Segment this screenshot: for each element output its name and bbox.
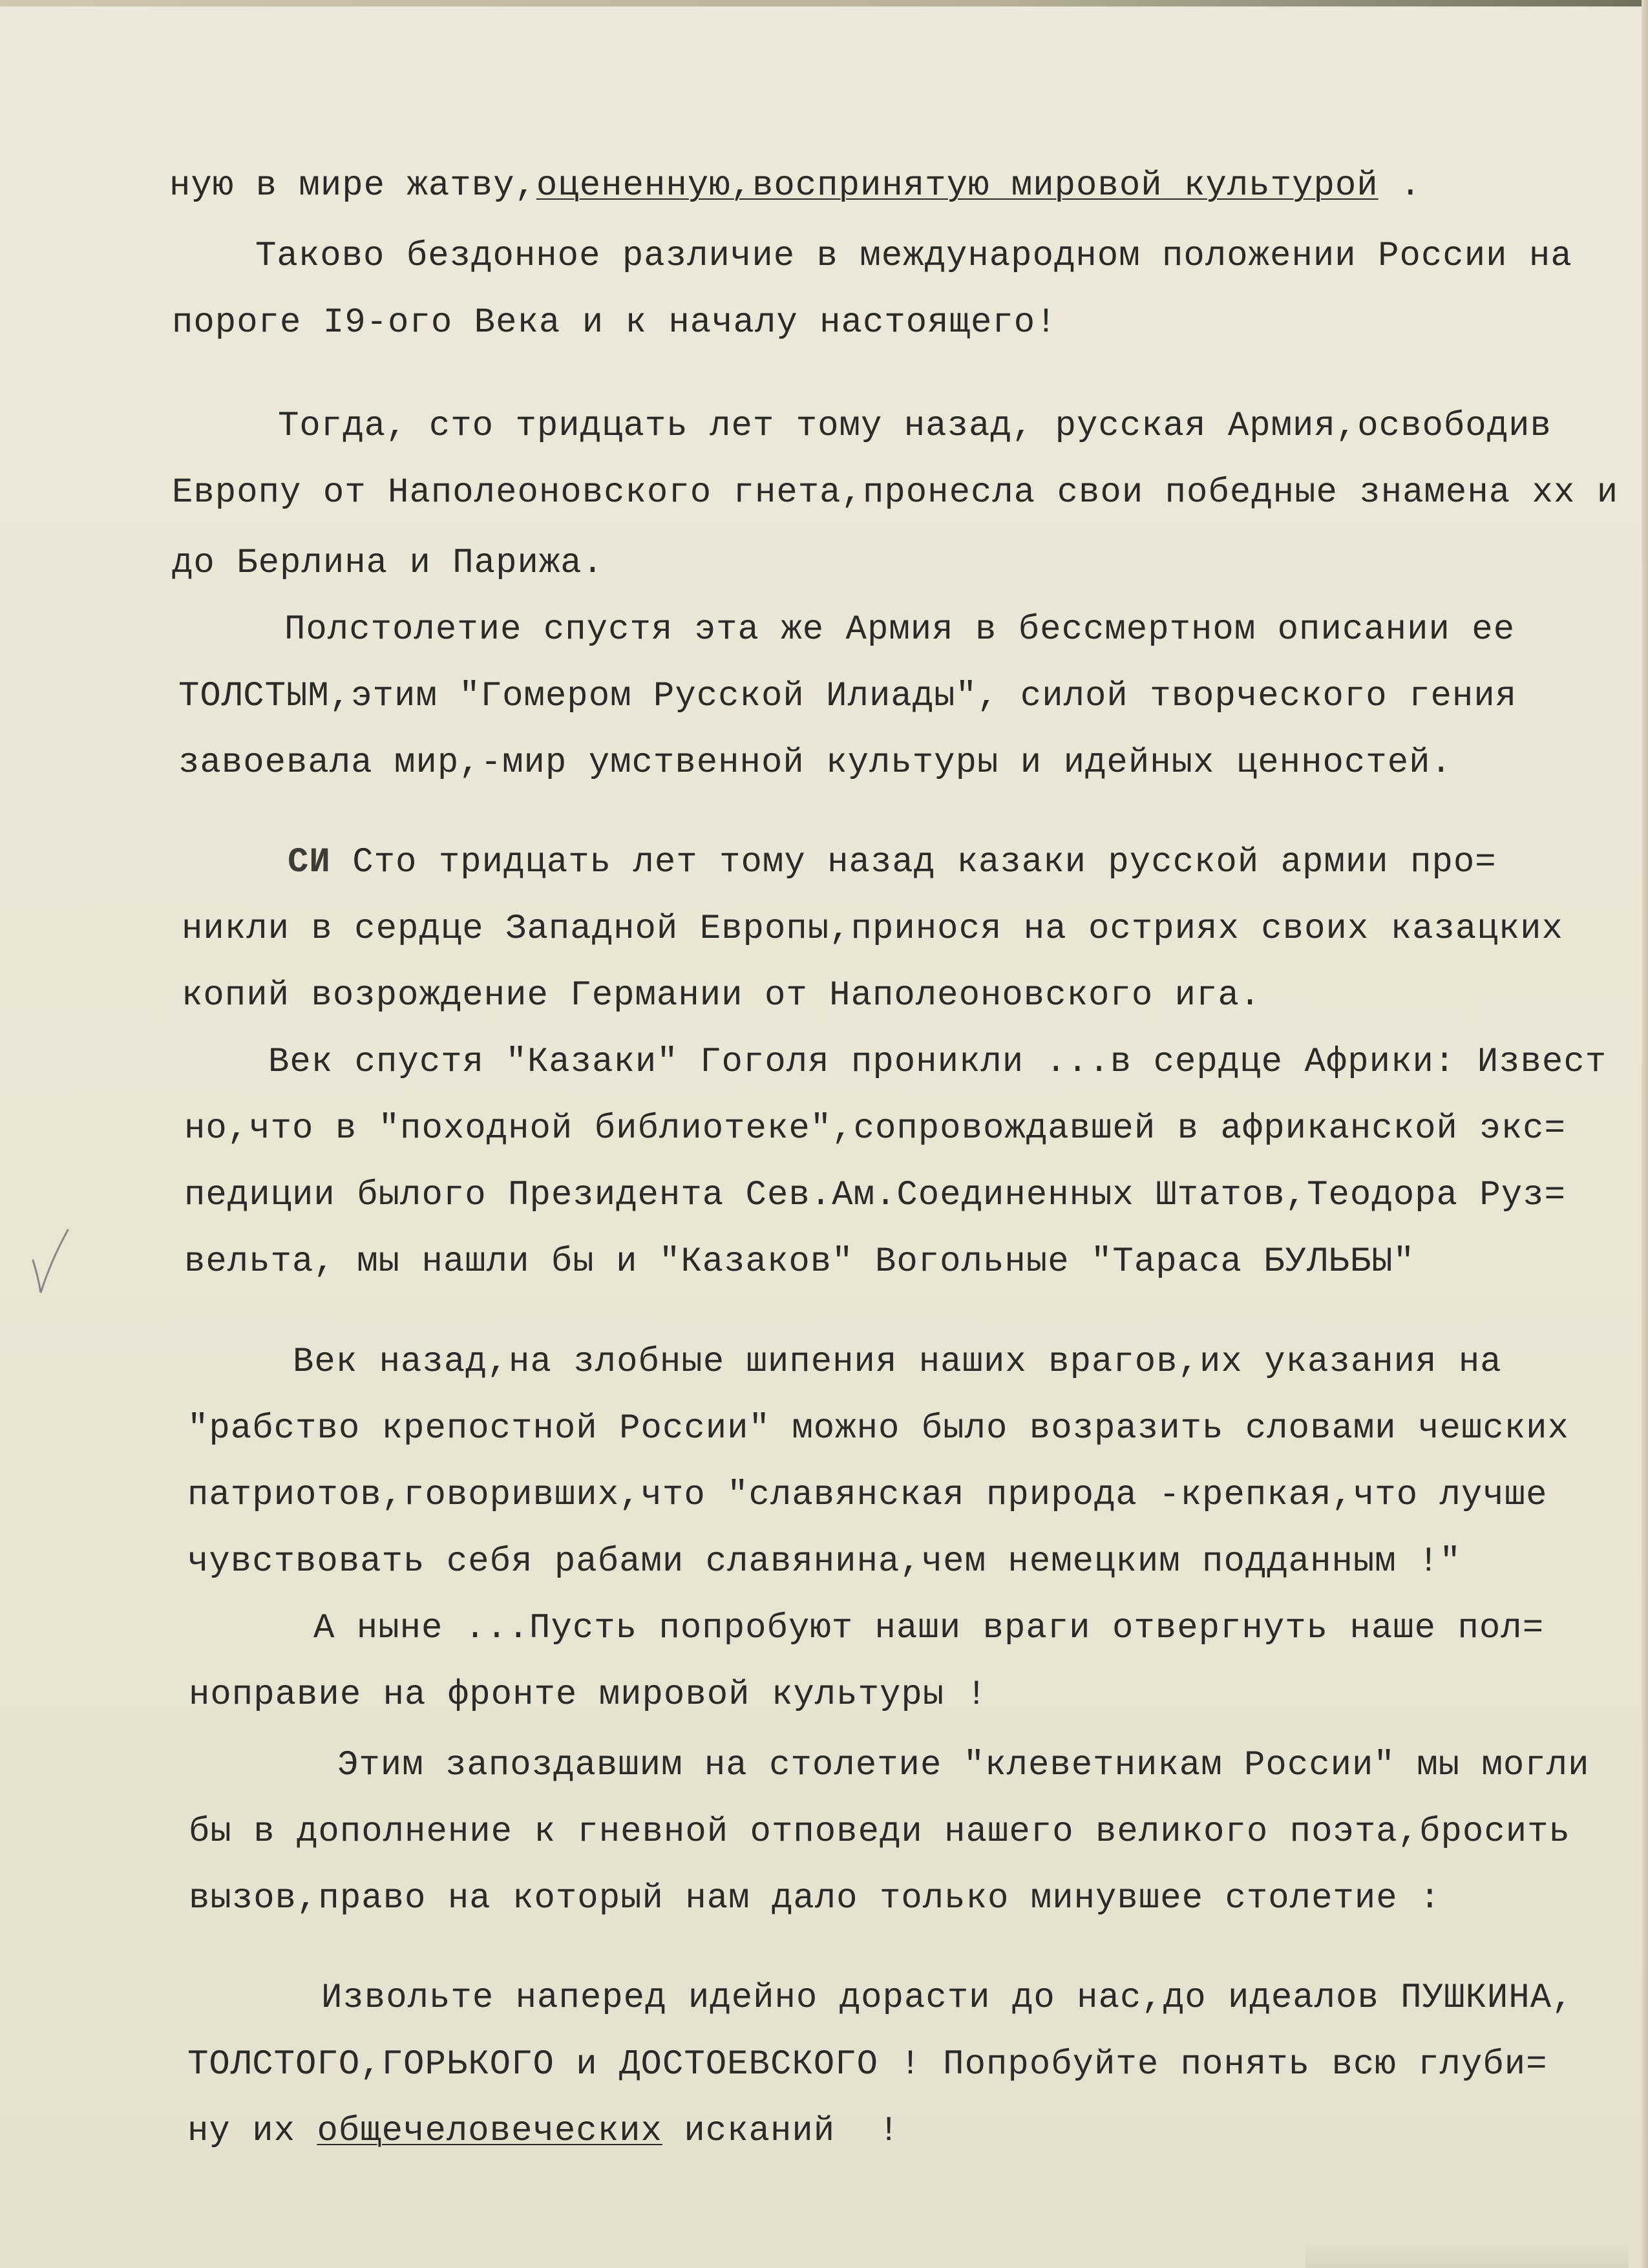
page-bottom-shadow (1305, 2242, 1629, 2268)
text-line: ную в мире жатву,оцененную,воспринятую мировой культурой . (169, 166, 1422, 206)
text-line: никли в сердце Западной Европы,принося на остриях своих казацких (182, 909, 1563, 949)
check-mark-icon (29, 1225, 71, 1296)
text-line: вызов,право на который нам дало только минувшее столетие : (189, 1879, 1441, 1918)
text-line: до Берлина и Парижа. (172, 544, 604, 583)
underlined-text: общечеловеческих (317, 2112, 662, 2151)
text-line: Таково бездонное различие в международном положении России на (255, 237, 1572, 276)
page-top-edge (0, 0, 1648, 6)
text-line: Век назад,на злобные шипения наших врагов,их указания на (293, 1342, 1502, 1382)
text-line: чувствовать себя рабами славянина,чем немецким подданным !" (187, 1542, 1461, 1582)
text-line: Полстолетие спустя эта же Армия в бессмертном описании ее (284, 610, 1516, 650)
text-line: ТОЛСТЫМ,этим "Гомером Русской Илиады", силой творческого гения (178, 677, 1517, 716)
text-line: Этим запоздавшим на столетие "клеветникам России" мы могли (337, 1746, 1590, 1785)
text-line: Извольте наперед идейно дорасти до нас,до идеалов ПУШКИНА, (321, 1978, 1574, 2018)
text-line: "рабство крепостной России" можно было возразить словами чешских (187, 1409, 1569, 1448)
text-line: бы в дополнение к гневной отповеди нашего великого поэта,бросить (189, 1812, 1570, 1852)
text-line: патриотов,говоривших,что "славянская природа -крепкая,что лучше (187, 1476, 1548, 1515)
underlined-text: оцененную,воспринятую мировой культурой (536, 166, 1379, 206)
text-line: Век спустя "Казаки" Гоголя проникли ...в сердце Африки: Извест (268, 1043, 1607, 1082)
text-line: вельта, мы нашли бы и "Казаков" Вогольные "Тараса БУЛЬБЫ" (184, 1242, 1415, 1282)
text-line: пороге I9-ого Века и к началу настоящего! (172, 303, 1057, 343)
text-line: ну их общечеловеческих исканий ! (187, 2112, 900, 2151)
text-line: СИ Сто тридцать лет тому назад казаки русской армии про= (288, 843, 1497, 882)
text-line: завоевала мир,-мир умственной культуры и идейных ценностей. (178, 743, 1452, 783)
text-line: А ныне ...Пусть попробуют наши враги отвергнуть наше пол= (313, 1609, 1545, 1648)
text-line: копий возрождение Германии от Наполеоновского ига. (182, 976, 1262, 1015)
text-line: ноправие на фронте мировой культуры ! (189, 1675, 988, 1715)
text-line: но,что в "походной библиотеке",сопровождавшей в африканской экс= (184, 1109, 1566, 1149)
text-line: педиции былого Президента Сев.Ам.Соединенных Штатов,Теодора Руз= (184, 1176, 1566, 1215)
text-line: ТОЛСТОГО,ГОРЬКОГО и ДОСТОЕВСКОГО ! Попробуйте понять всю глуби= (187, 2045, 1548, 2084)
page-right-edge (1642, 0, 1648, 2268)
text-line: Европу от Наполеоновского гнета,пронесла свои победные знамена xx и (172, 473, 1619, 513)
overtyped-mark: СИ (288, 843, 331, 882)
text-line: Тогда, сто тридцать лет тому назад, русская Армия,освободив (278, 407, 1552, 446)
